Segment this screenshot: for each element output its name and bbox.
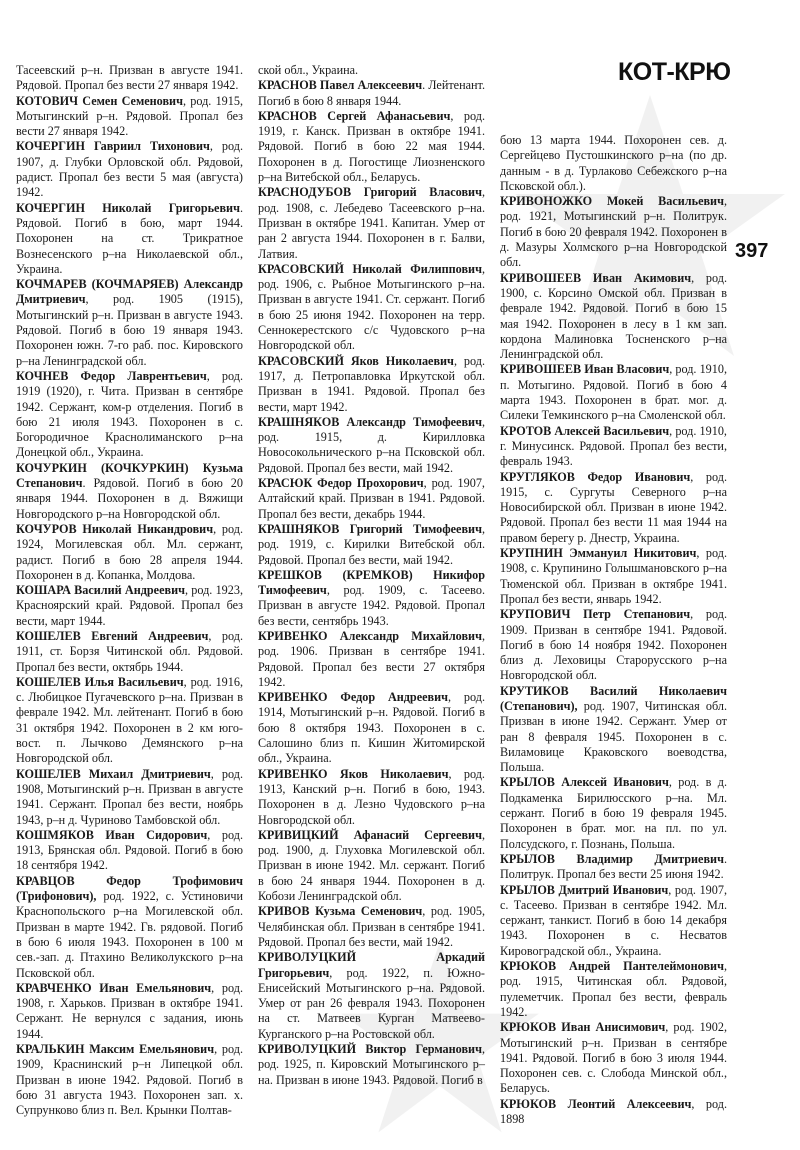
memorial-entry xyxy=(500,194,727,270)
person-details: , род. 1919, г. Канск. Призван в октябре 1941. Рядовой. Погиб в бою 22 мая 1944. Похоронен в д. Погостище Лиозненского р–на Витебской обл., Беларусь. xyxy=(258,108,486,185)
person-details: , род. 1909, с. Тасеево. Призван в августе 1942. Рядовой. Пропал без вести, сентябрь 1943. xyxy=(258,583,485,628)
memorial-entry xyxy=(500,271,727,363)
person-name: КРУГЛЯКОВ Федор Иванович xyxy=(500,469,691,484)
memorial-entry xyxy=(16,981,243,1042)
entry-list xyxy=(500,194,727,1127)
person-name: КРЮКОВ Иван Анисимович xyxy=(500,1020,666,1035)
person-details: , род. 1909. Призван в сентябре 1941. Рядовой. Погиб в бою 14 ноября 1942. Похоронен близ д. Леховицы Старорусского р–на Новгородской обл. xyxy=(500,607,727,683)
memorial-entry xyxy=(258,828,485,904)
person-details: , род. 1915, д. Кирилловка Новосокольнического р–на Псковской обл. Рядовой. Пропал без вести, май 1942. xyxy=(258,414,485,475)
person-details: . Лейтенант. Погиб в бою 8 января 1944. xyxy=(258,78,486,108)
person-details: , род. 1911, ст. Борзя Читинской обл. Рядовой. Пропал без вести, октябрь 1944. xyxy=(16,628,244,674)
column-1 xyxy=(16,63,243,1118)
memorial-entry xyxy=(258,522,485,568)
person-details: . Политрук. Пропал без вести 25 июня 1942. xyxy=(500,851,727,882)
memorial-entry xyxy=(500,607,727,683)
memorial-entry xyxy=(500,424,727,470)
memorial-entry xyxy=(16,522,243,583)
person-details: , род. 1922, п. Южно-Енисейский Мотыгинского р–на. Рядовой. Умер от ран 26 февраля 1943. Похоронен на ст. Матвеев Курган Матвеево-Курганского р–на Ростовской обл. xyxy=(258,965,485,1041)
entry-list xyxy=(258,78,485,1088)
person-name: КРУПОВИЧ Петр Степанович xyxy=(500,607,691,622)
person-name: КОШЕЛЕВ Евгений Андреевич xyxy=(16,628,209,643)
person-name: КРИВЕНКО Александр Михайлович xyxy=(258,628,482,643)
person-name: КРЫЛОВ Владимир Дмитриевич xyxy=(500,851,724,866)
person-name: КОЧУРОВ Николай Никандрович xyxy=(16,521,214,536)
person-details: , род. 1915, с. Сургуты Северного р–на Новосибирской обл. Призван в июне 1942. Рядовой. Пропал без вести 11 мая 1944 на правом берегу р. Днестр, Украина. xyxy=(500,469,727,545)
person-details: род. 1907, Читинская обл. Призван в июне 1942. Сержант. Умер от ран 8 февраля 1945. Похоронен в с. Виламовице Краковского воеводства, Польша. xyxy=(500,698,727,775)
memorial-entry xyxy=(258,767,485,828)
person-name: КРУТИКОВ Василий Николаевич (Степанович), xyxy=(500,683,727,713)
person-details: , род. 1898 xyxy=(500,1096,727,1126)
person-name: КРАСОВСКИЙ Яков Николаевич xyxy=(258,353,454,368)
memorial-entry xyxy=(258,629,485,690)
memorial-entry xyxy=(258,950,485,1042)
person-details: , род. 1905 (1915), Мотыгинский р–н. Призван в августе 1943. Рядовой. Погиб в бою 19 января 1943. Похоронен южн. 7-го раб. пос. Кировского р–на Ленинградской обл. xyxy=(16,292,243,368)
person-details: , род. в д. Подкаменка Бирилюсского р–на. Мл. сержант. Погиб в бою 19 февраля 1945. Похоронен в брат. мог. на пл. по ул. Полсудского, г. Познань, Польша. xyxy=(500,775,727,851)
memorial-entry xyxy=(500,470,727,546)
person-name: КРЮКОВ Леонтий Алексеевич xyxy=(500,1096,692,1111)
person-details: , род. 1915, Читинская обл. Рядовой, пулеметчик. Пропал без вести, февраль 1942. xyxy=(500,959,727,1019)
memorial-entry xyxy=(16,828,243,874)
memorial-entry xyxy=(16,277,243,369)
person-details: , род. 1915, Мотыгинский р–н. Рядовой. Пропал без вести 27 января 1942. xyxy=(16,93,243,139)
memorial-entry xyxy=(16,629,243,675)
column-3 xyxy=(500,133,727,1127)
memorial-entry xyxy=(500,775,727,851)
memorial-entry xyxy=(258,78,485,109)
memorial-entry xyxy=(500,1020,727,1096)
person-details: , род. 1907, с. Тасеево. Призван в сентябре 1942. Мл. сержант, танкист. Погиб в бою 14 декабря 1943. Похоронен в с. Несватов Кировоградской обл., Украина. xyxy=(500,882,727,958)
column-2 xyxy=(258,63,485,1088)
person-details: , род. 1909, Краснинский р–н Липецкой обл. Призван в июне 1942. Рядовой. Погиб в бою 31 августа 1943. Похоронен зап. х. Супрунково близ п. Вел. Крынки Полтав- xyxy=(16,1042,243,1118)
memorial-entry xyxy=(500,684,727,776)
person-details: , род. 1908, Мотыгинский р–н. Призван в августе 1941. Сержант. Пропал без вести, ноябрь 1943, р–н д. Чуриново Тамбовской обл. xyxy=(16,766,243,827)
person-name: КРИВИЦКИЙ Афанасий Сергеевич xyxy=(258,827,482,842)
person-name: КРАСЮК Федор Прохорович xyxy=(258,476,424,491)
memorial-entry xyxy=(258,476,485,522)
person-name: КРИВОВ Кузьма Семенович xyxy=(258,904,423,919)
page-number: 397 xyxy=(735,240,769,262)
person-details: , род. 1919 (1920), г. Чита. Призван в сентябре 1942. Сержант, ком-р отделения. Погиб в бою 21 июля 1943. Похоронен в с. Богородичное Краснолиманского р–на Донецкой обл., Украина. xyxy=(16,368,243,460)
person-name: КОЧЕРГИН Гавриил Тихонович xyxy=(16,139,210,154)
person-name: КРАСОВСКИЙ Николай Филиппович xyxy=(258,261,482,276)
memorial-entry xyxy=(258,109,485,185)
person-name: КРЕШКОВ (КРЕМКОВ) Никифор Тимофеевич xyxy=(258,567,485,598)
memorial-entry xyxy=(258,690,485,766)
memorial-entry xyxy=(258,262,485,354)
memorial-entry xyxy=(16,675,243,767)
memorial-entry xyxy=(500,883,727,959)
person-details: , род. 1925, п. Кировский Мотыгинского р–на. Призван в июне 1943. Рядовой. Погиб в xyxy=(258,1042,485,1087)
person-details: , род. 1907, д. Глубки Орловской обл. Рядовой, радист. Пропал без вести 5 мая (августа) 1942. xyxy=(16,139,243,200)
person-name: КРИВОЛУЦКИЙ Виктор Германович xyxy=(258,1042,482,1056)
memorial-entry xyxy=(258,354,485,415)
person-details: . Рядовой. Погиб в бою 20 января 1944. Похоронен в д. Вяжищи Новгородского р–на Новгородской обл. xyxy=(16,476,243,521)
memorial-entry xyxy=(16,461,243,522)
person-details: . Рядовой. Погиб в бою, март 1944. Похоронен на ст. Трикратное Вознесенского р–на Николаевской обл., Украина. xyxy=(16,200,243,276)
person-name: КРИВЕНКО Федор Андреевич xyxy=(258,690,449,705)
person-name: КРАШНЯКОВ Григорий Тимофеевич xyxy=(258,521,482,536)
memorial-entry xyxy=(16,94,243,140)
person-details: , род. 1905, Челябинская обл. Призван в сентябре 1941. Рядовой. Пропал без вести, май 1942. xyxy=(258,904,485,949)
person-name: КРАВЧЕНКО Иван Емельянович xyxy=(16,980,212,995)
person-name: КРИВОНОЖКО Мокей Васильевич xyxy=(500,194,724,209)
person-name: КРИВЕНКО Яков Николаевич xyxy=(258,766,449,781)
entry-continuation: ской обл., Украина. xyxy=(258,63,359,77)
memorial-entry xyxy=(258,1042,485,1088)
person-name: КРАВЦОВ Федор Трофимович (Трифонович), xyxy=(16,873,243,904)
memorial-entry xyxy=(16,139,243,200)
person-details: , род. 1906, с. Рыбное Мотыгинского р–на. Призван в августе 1941. Ст. сержант. Погиб в бою 25 июня 1942. Похоронен на терр. Сеннокерестского с/с Чудовского р–на Новгородской обл. xyxy=(258,261,485,353)
person-name: КРЫЛОВ Алексей Иванович xyxy=(500,775,669,790)
memorial-entry xyxy=(16,767,243,828)
person-name: КРАСНОВ Павел Алексеевич xyxy=(258,78,423,93)
memorial-entry xyxy=(258,415,485,476)
person-name: КРИВОЛУЦКИЙ Аркадий Григорьевич xyxy=(258,950,485,980)
memorial-entry xyxy=(16,874,243,981)
person-details: , род. 1908, с. Крупинино Голышмановского р–на Тюменской обл. Призван в октябре 1941. Пропал без вести, январь 1942. xyxy=(500,546,727,606)
person-name: КОШЕЛЕВ Михаил Дмитриевич xyxy=(16,766,211,781)
person-name: КРАШНЯКОВ Александр Тимофеевич xyxy=(258,414,482,429)
memorial-entry xyxy=(500,362,727,423)
memorial-entry xyxy=(258,568,485,629)
person-details: , род. 1914, Мотыгинский р–н. Рядовой. Погиб в бою 8 октября 1943. Похоронен в с. Салошино близ п. Кишин Житомирской обл., Украина. xyxy=(258,690,485,766)
person-name: КОШЕЛЕВ Илья Васильевич xyxy=(16,674,184,689)
person-details: , род. 1910, г. Минусинск. Рядовой. Пропал без вести, февраль 1943. xyxy=(500,423,727,469)
entry-continuation: Тасеевский р–н. Призван в августе 1941. Рядовой. Пропал без вести 27 января 1942. xyxy=(16,63,243,93)
person-details: , род. 1924, Могилевская обл. Мл. сержант, радист. Погиб в бою 28 апреля 1944. Похоронен в д. Копанка, Молдова. xyxy=(16,521,243,582)
person-name: КОЧНЕВ Федор Лаврентьевич xyxy=(16,368,207,383)
person-details: , род. 1923, Красноярский край. Рядовой. Пропал без вести, март 1944. xyxy=(16,583,243,628)
person-name: КОТОВИЧ Семен Семенович xyxy=(16,93,183,108)
person-details: , род. 1900, с. Корсино Омской обл. Призван в феврале 1942. Рядовой. Погиб в бою 15 мая 1942. Похоронен в лесу в 1 км зап. кордона Малиновка Тосненского р–на Ленинградской обл. xyxy=(500,270,727,362)
person-name: КОШАРА Василий Андреевич xyxy=(16,583,185,598)
person-details: , род. 1902, Мотыгинский р–н. Призван в сентябре 1941. Рядовой. Погиб в бою 3 июля 1944. Похоронен сев. с. Слобода Минской обл., Беларусь. xyxy=(500,1020,727,1096)
memorial-entry xyxy=(16,201,243,277)
person-details: род. 1922, с. Устиновичи Краснопольского р–на Могилевской обл. Призван в марте 1942. Гв. рядовой. Погиб в бою 6 июля 1943. Похоронен в 100 м сев.-зап. д. Птахино Великолукского р–на Псковской обл. xyxy=(16,889,243,980)
memorial-entry xyxy=(500,852,727,883)
person-name: КРАСНОДУБОВ Григорий Власович xyxy=(258,185,482,200)
person-details: , род. 1917, д. Петропавловка Иркутской обл. Призван в 1941. Рядовой. Пропал без вести, март 1942. xyxy=(258,353,485,414)
person-name: КРЮКОВ Андрей Пантелеймонович xyxy=(500,959,724,974)
person-name: КРЫЛОВ Дмитрий Иванович xyxy=(500,882,669,897)
entry-continuation: бою 13 марта 1944. Похоронен сев. д. Сергейцево Пустошкинского р–на (по др. данным - в д. Турлаково Себежского р–на Псковской обл.). xyxy=(500,133,727,193)
person-details: , род. 1913, Брянская обл. Рядовой. Погиб в бою 18 сентября 1942. xyxy=(16,827,243,873)
person-details: , род. 1907, Алтайский край. Призван в 1941. Рядовой. Пропал без вести, декабрь 1944. xyxy=(258,476,485,521)
person-name: КРУПНИН Эммануил Никитович xyxy=(500,546,697,561)
person-name: КОЧЕРГИН Николай Григорьевич xyxy=(16,200,240,215)
person-details: , род. 1908, г. Харьков. Призван в октябре 1941. Сержант. Не вернулся с задания, июнь 1944. xyxy=(16,980,243,1041)
person-details: , род. 1906. Призван в сентябре 1941. Рядовой. Пропал без вести 27 октября 1942. xyxy=(258,628,485,689)
person-name: КОЧМАРЕВ (КОЧМАРЯЕВ) Александр Дмитриевич xyxy=(16,277,243,307)
person-name: КОШМЯКОВ Иван Сидорович xyxy=(16,827,208,842)
person-name: КОЧУРКИН (КОЧКУРКИН) Кузьма Степанович xyxy=(16,460,243,491)
memorial-entry xyxy=(16,1042,243,1118)
memorial-entry xyxy=(16,369,243,461)
person-name: КРАСНОВ Сергей Афанасьевич xyxy=(258,108,451,123)
person-name: КРАЛЬКИН Максим Емельянович xyxy=(16,1042,215,1056)
person-details: , род. 1913, Канский р–н. Погиб в бою, 1943. Похоронен в д. Лезно Чудовского р–на Новгородской обл. xyxy=(258,766,485,827)
person-name: КРИВОШЕЕВ Иван Акимович xyxy=(500,270,692,285)
memorial-entry xyxy=(500,1097,727,1128)
person-name: КРИВОШЕЕВ Иван Власович xyxy=(500,362,670,377)
person-name: КРОТОВ Алексей Васильевич xyxy=(500,423,670,438)
person-details: , род. 1921, Мотыгинский р–н. Политрук. Погиб в бою 20 февраля 1942. Похоронен в д. Мазуры Холмского р–на Новгородской обл. xyxy=(500,194,727,270)
person-details: , род. 1919, с. Кирилки Витебской обл. Рядовой. Пропал без вести, май 1942. xyxy=(258,521,485,567)
person-details: , род. 1900, д. Глуховка Могилевской обл. Призван в июне 1942. Мл. сержант. Погиб в бою 24 января 1944. Похоронен в д. Кобози Ленинградской обл. xyxy=(258,827,485,904)
person-details: , род. 1908, с. Лебедево Тасеевского р–на. Призван в октябре 1941. Капитан. Умер от ран 2 августа 1944. Похоронен в г. Балви, Латвия. xyxy=(258,185,485,261)
running-head: КОТ-КРЮ xyxy=(618,58,731,86)
memorial-entry xyxy=(500,546,727,607)
person-details: , род. 1910, п. Мотыгино. Рядовой. Погиб в бою 4 марта 1943. Похоронен в брат. мог. д. Силеки Темкинского р–на Смоленской обл. xyxy=(500,362,727,423)
memorial-entry xyxy=(258,904,485,950)
memorial-entry xyxy=(16,583,243,629)
memorial-entry xyxy=(500,959,727,1020)
memorial-entry xyxy=(258,185,485,261)
person-details: , род. 1916, с. Любицкое Пугачевского р–на. Призван в феврале 1942. Мл. лейтенант. Погиб в бою 31 октября 1942. Похоронен в 2 км юго-вост. п. Лычково Демянского р–на Новгородской обл. xyxy=(16,674,243,766)
entry-list xyxy=(16,94,243,1119)
